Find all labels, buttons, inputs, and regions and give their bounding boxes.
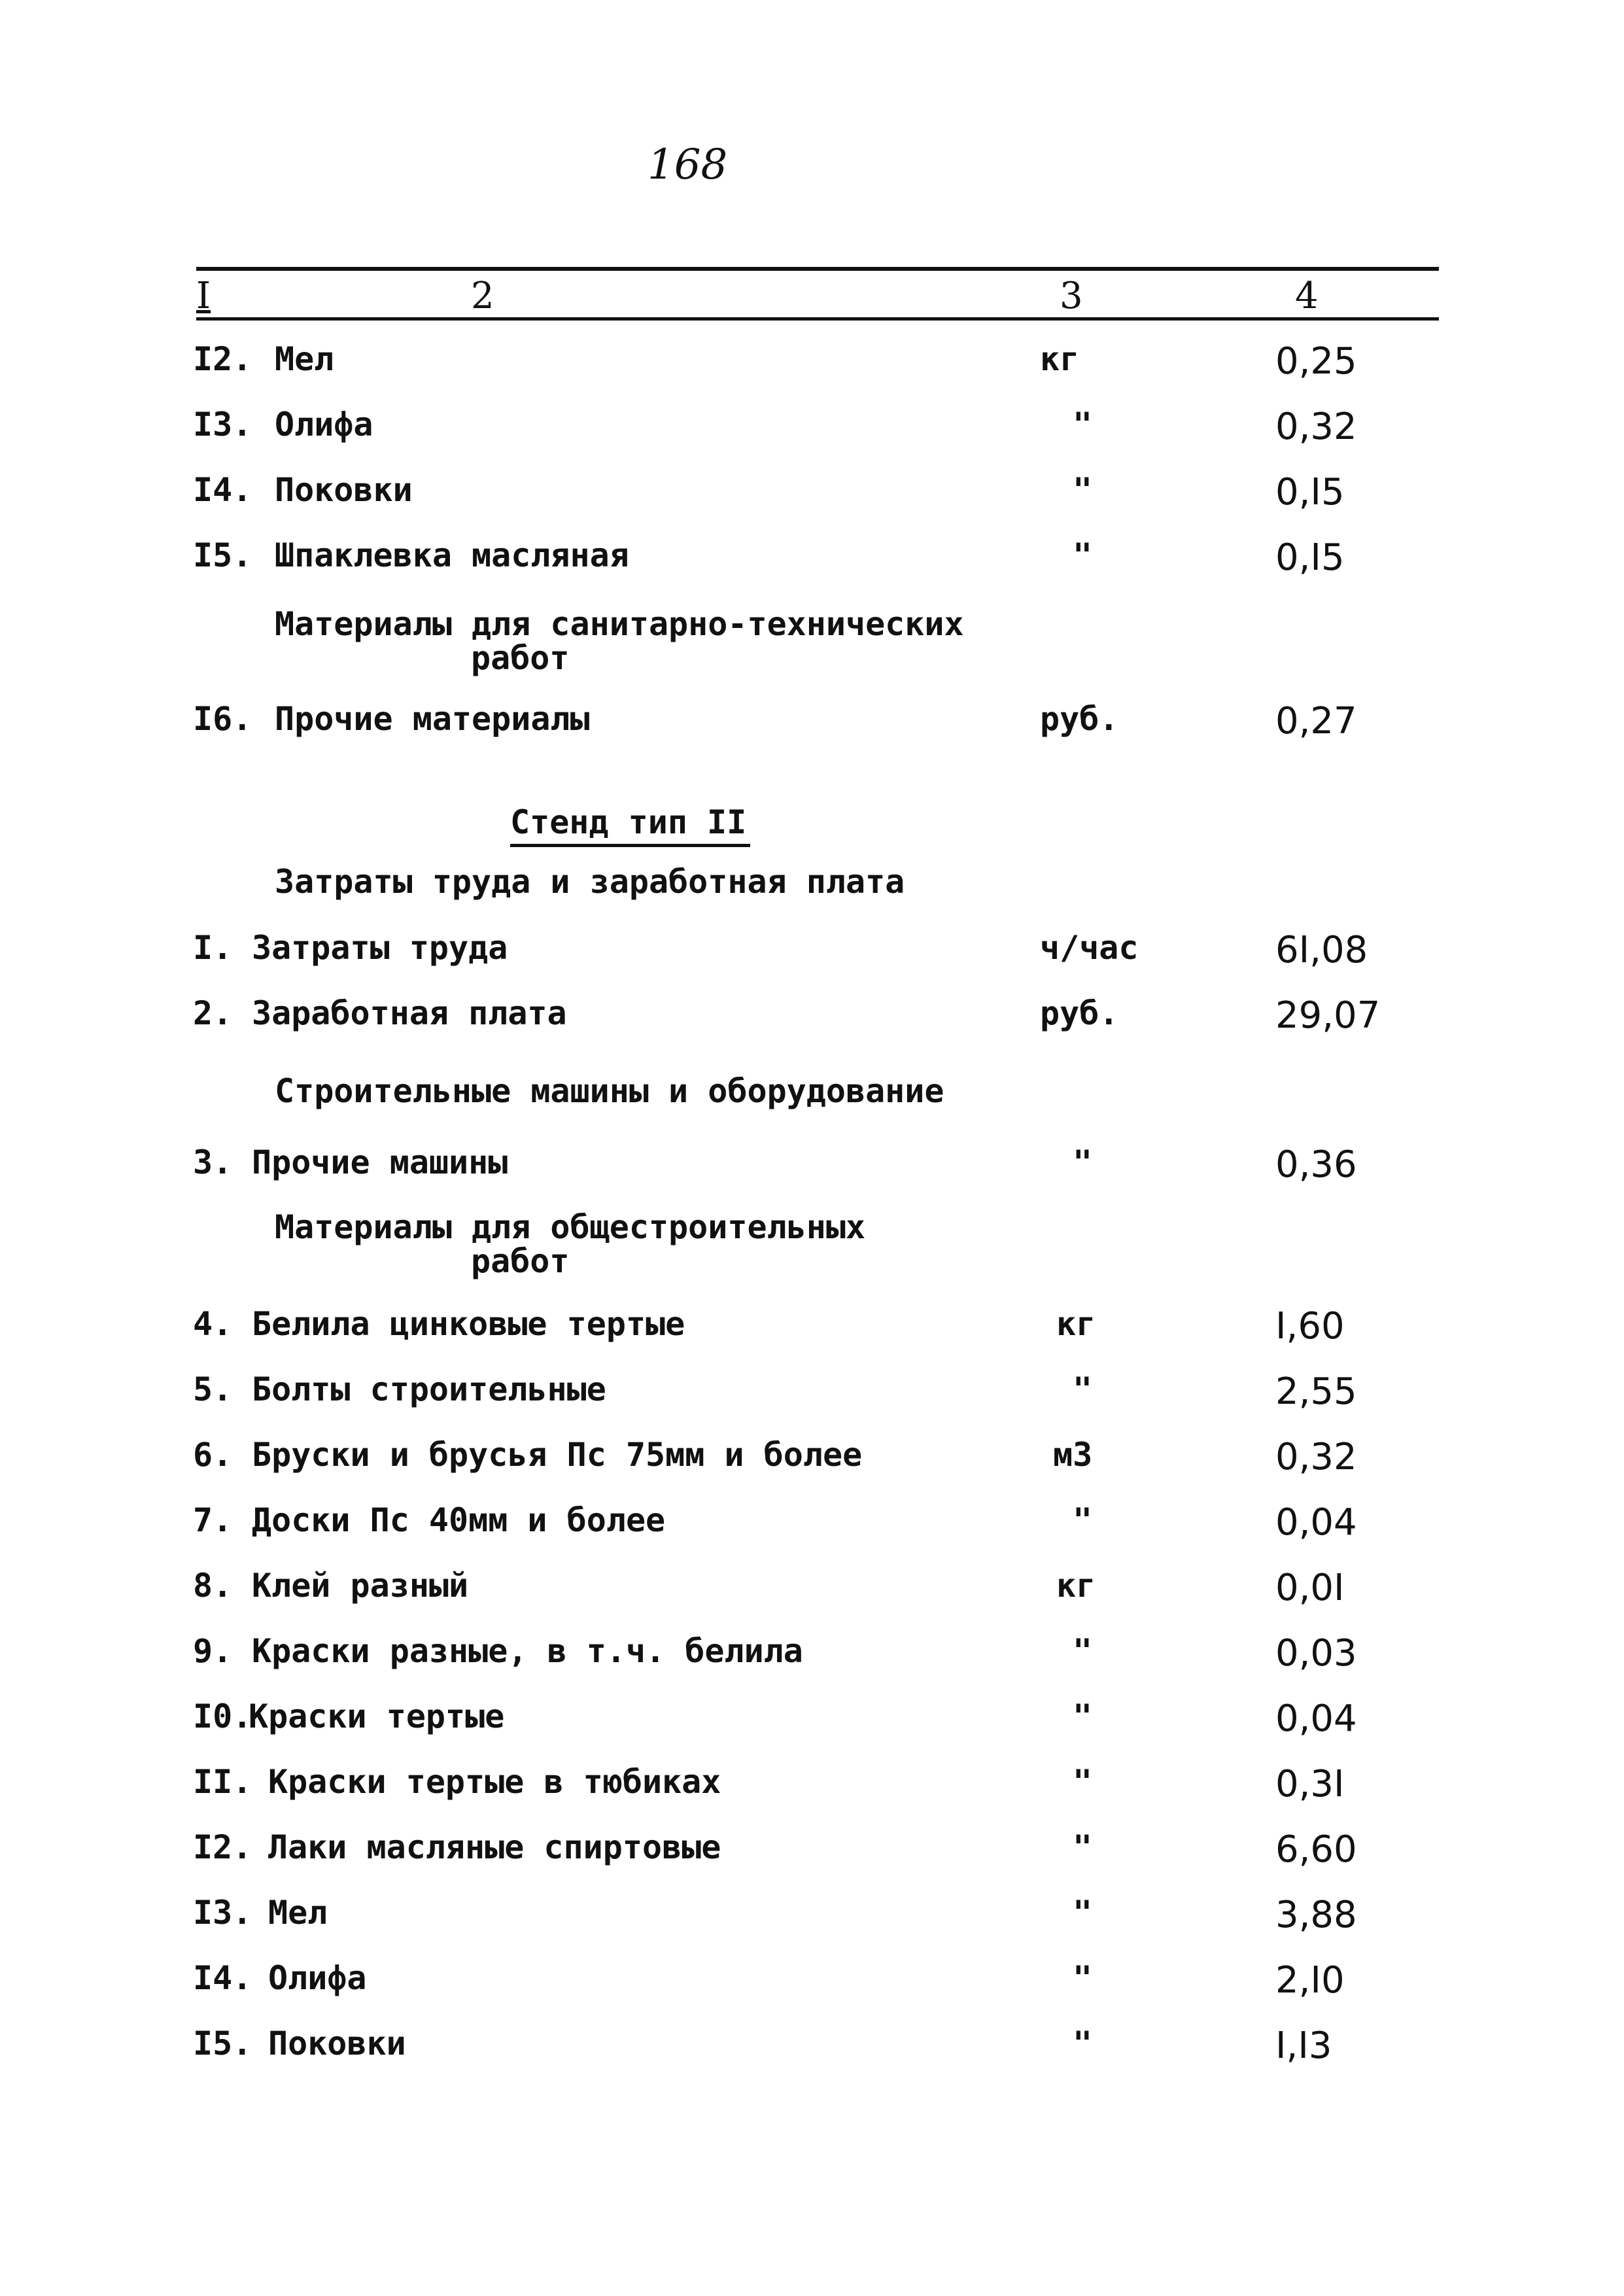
column-header-3: 3 xyxy=(1060,275,1083,317)
page-number: 168 xyxy=(648,141,728,189)
row-number: 5. xyxy=(193,1370,233,1408)
row-name: Олифа xyxy=(275,406,373,444)
section-heading-labor xyxy=(275,865,905,899)
row-name: Затраты труда xyxy=(252,929,508,967)
table-row xyxy=(0,1305,1624,1351)
row-value: 0,32 xyxy=(1275,406,1357,448)
row-unit: " xyxy=(1073,1501,1093,1539)
row-name: Шпаклевка масляная xyxy=(275,536,629,574)
row-unit: кг xyxy=(1056,1567,1096,1605)
row-unit: " xyxy=(1073,1763,1093,1801)
row-number: I2. xyxy=(193,1828,252,1866)
heading-line: работ xyxy=(471,639,570,677)
table-row xyxy=(0,1436,1624,1482)
row-number: I4. xyxy=(193,1959,252,1997)
row-name: Белила цинковые тертые xyxy=(252,1305,685,1343)
table-row xyxy=(0,406,1624,451)
row-number: I. xyxy=(193,929,233,967)
row-unit: кг xyxy=(1056,1305,1096,1343)
column-header-row xyxy=(0,275,1624,317)
column-header-1: I xyxy=(196,275,211,317)
row-value: 0,I5 xyxy=(1275,536,1345,579)
row-name: Мел xyxy=(268,1894,328,1932)
row-name: Бруски и брусья Пс 75мм и более xyxy=(252,1436,863,1474)
row-number: I2. xyxy=(193,340,252,378)
row-number: I5. xyxy=(193,536,252,574)
column-header-4: 4 xyxy=(1295,275,1319,317)
row-unit: " xyxy=(1073,2025,1093,2062)
row-unit: " xyxy=(1073,1697,1093,1735)
row-value: 3,88 xyxy=(1275,1894,1357,1936)
row-number: 3. xyxy=(193,1143,233,1181)
row-value: 29,07 xyxy=(1275,994,1381,1037)
row-unit: " xyxy=(1073,1632,1093,1670)
row-number: 9. xyxy=(193,1632,233,1670)
row-number: I5. xyxy=(193,2025,252,2062)
row-number: 7. xyxy=(193,1501,233,1539)
row-value: 0,25 xyxy=(1275,340,1357,383)
row-name: Доски Пс 40мм и более xyxy=(252,1501,666,1539)
row-number: 2. xyxy=(193,994,233,1032)
row-value: I,60 xyxy=(1275,1305,1345,1348)
row-unit: " xyxy=(1073,406,1093,444)
table-row xyxy=(0,1959,1624,2005)
row-unit: ч/час xyxy=(1040,929,1139,967)
table-row xyxy=(0,1143,1624,1189)
row-number: II. xyxy=(193,1763,252,1801)
section-heading-general xyxy=(275,1210,865,1278)
row-value: 0,03 xyxy=(1275,1632,1357,1675)
row-name: Заработная плата xyxy=(252,994,567,1032)
row-number: I0. xyxy=(193,1697,252,1735)
row-name: Прочие материалы xyxy=(275,700,590,738)
row-name: Олифа xyxy=(268,1959,367,1997)
row-value: 0,32 xyxy=(1275,1436,1357,1478)
row-value: 2,I0 xyxy=(1275,1959,1345,2002)
row-value: 6I,08 xyxy=(1275,929,1368,971)
table-row xyxy=(0,994,1624,1040)
table-row xyxy=(0,1370,1624,1416)
table-row xyxy=(0,536,1624,582)
table-row xyxy=(0,1894,1624,1939)
row-name: Краски тертые в тюбиках xyxy=(268,1763,721,1801)
row-unit: руб. xyxy=(1040,700,1119,738)
heading-line: Строительные машины и оборудование xyxy=(275,1072,944,1110)
row-name: Краски тертые xyxy=(249,1697,505,1735)
row-name: Поковки xyxy=(275,471,413,509)
row-value: I,I3 xyxy=(1275,2025,1332,2067)
heading-line: Затраты труда и заработная плата xyxy=(275,863,905,901)
row-name: Клей разный xyxy=(252,1567,469,1605)
row-unit: " xyxy=(1073,471,1093,509)
row-value: 0,36 xyxy=(1275,1143,1357,1186)
row-name: Лаки масляные спиртовые xyxy=(268,1828,721,1866)
row-unit: " xyxy=(1073,1370,1093,1408)
table-row xyxy=(0,1501,1624,1547)
section-title: Стенд тип II xyxy=(510,803,750,847)
row-value: 0,0I xyxy=(1275,1567,1345,1609)
row-unit: м3 xyxy=(1053,1436,1093,1474)
row-name: Прочие машины xyxy=(252,1143,508,1181)
row-number: 4. xyxy=(193,1305,233,1343)
row-unit: " xyxy=(1073,1894,1093,1932)
heading-line: Материалы для общестроительных xyxy=(275,1208,866,1246)
row-unit: " xyxy=(1073,536,1093,574)
row-unit: " xyxy=(1073,1959,1093,1997)
row-value: 0,04 xyxy=(1275,1697,1357,1740)
row-number: 6. xyxy=(193,1436,233,1474)
row-name: Мел xyxy=(275,340,334,378)
row-value: 2,55 xyxy=(1275,1370,1357,1413)
table-row xyxy=(0,1697,1624,1743)
row-unit: " xyxy=(1073,1828,1093,1866)
row-unit: руб. xyxy=(1040,994,1119,1032)
heading-line: работ xyxy=(471,1242,570,1280)
row-name: Краски разные, в т.ч. белила xyxy=(252,1632,803,1670)
row-unit: " xyxy=(1073,1143,1093,1181)
row-name: Болты строительные xyxy=(252,1370,606,1408)
table-row xyxy=(0,929,1624,975)
table-row xyxy=(0,1763,1624,1809)
row-value: 0,3I xyxy=(1275,1763,1345,1805)
section-heading-machines xyxy=(275,1074,944,1108)
row-value: 0,04 xyxy=(1275,1501,1357,1544)
section-heading-sanitary xyxy=(275,607,964,675)
table-row xyxy=(0,1828,1624,1874)
table-row xyxy=(0,700,1624,746)
table-row xyxy=(0,471,1624,517)
table-row xyxy=(0,1632,1624,1678)
row-value: 0,27 xyxy=(1275,700,1357,742)
row-value: 0,I5 xyxy=(1275,471,1345,513)
heading-line: Материалы для санитарно-технических xyxy=(275,605,964,643)
row-number: I3. xyxy=(193,406,252,444)
table-row xyxy=(0,2025,1624,2070)
row-number: 8. xyxy=(193,1567,233,1605)
table-header-rule xyxy=(196,317,1439,321)
row-number: I6. xyxy=(193,700,252,738)
table-row xyxy=(0,1567,1624,1612)
table-top-rule xyxy=(196,267,1439,271)
row-value: 6,60 xyxy=(1275,1828,1357,1871)
column-header-2: 2 xyxy=(471,275,494,317)
row-number: I4. xyxy=(193,471,252,509)
row-name: Поковки xyxy=(268,2025,406,2062)
table-row xyxy=(0,340,1624,386)
row-number: I3. xyxy=(193,1894,252,1932)
row-unit: кг xyxy=(1040,340,1080,378)
